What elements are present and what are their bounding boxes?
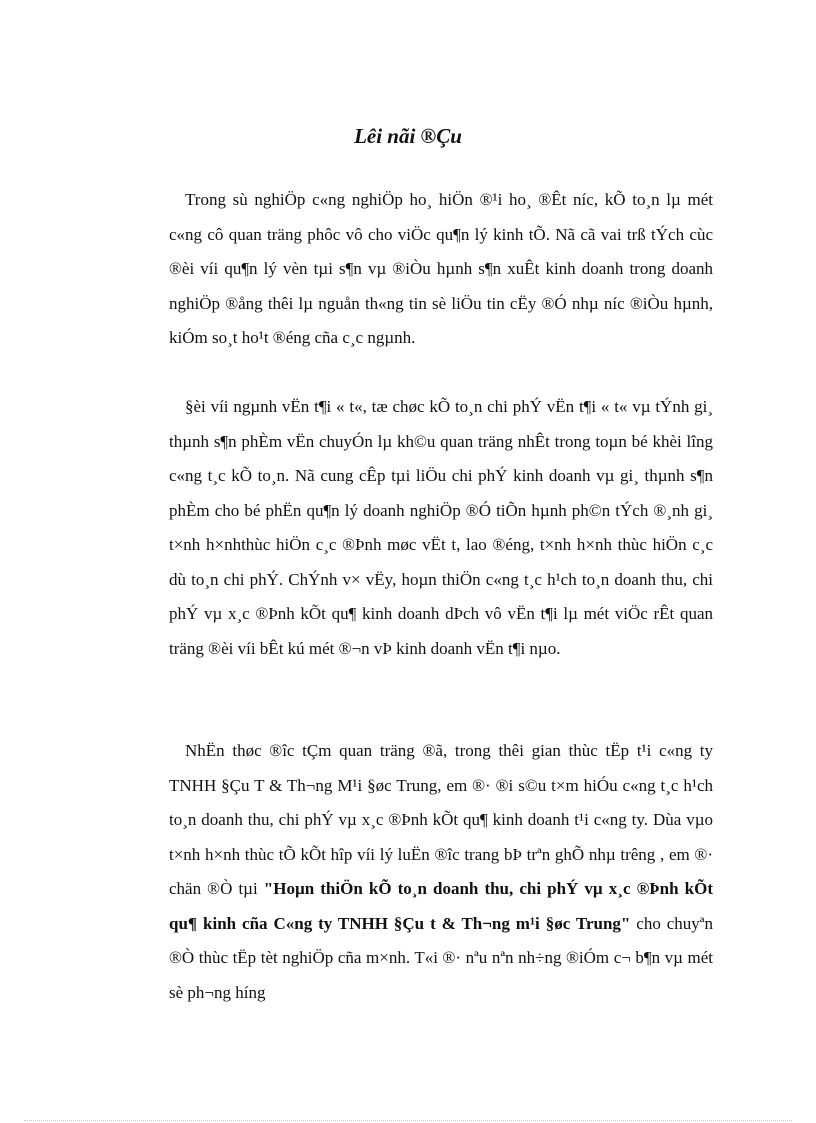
paragraph-3-text-end: cho chuyªn ®Ò thùc tËp tèt nghiÖp cña m×nh. T«i ®· nªu nªn nh÷ng ®iÓm c¬ b¶n vµ mét sè ph¬ng híng [169, 913, 713, 1002]
paragraph-1-text: Trong sù nghiÖp c«ng nghiÖp ho¸ hiÖn ®¹i ho¸ ®Êt níc, kÕ to¸n lµ mét c«ng cô quan träng phôc vô cho viÖc qu¶n lý kinh tÕ. Nã cã vai trß tÝch cùc ®èi víi qu¶n lý vèn tµi s¶n vµ ®iÒu hµnh s¶n xuÊt kinh doanh trong doanh nghiÖp ®ång thêi lµ nguån th«ng tin sè liÖu tin cËy ®Ó nhµ níc ®iÒu hµnh, kiÓm so¸t ho¹t ®éng cña c¸c ngµnh. [169, 190, 713, 347]
paragraph-1 [169, 183, 713, 356]
document-title: Lêi nãi ®Çu [354, 124, 462, 148]
thesis-topic: "Hoµn thiÖn kÕ to¸n doanh thu, chi phÝ vµ x¸c ®Þnh kÕt qu¶ kinh cña C«ng ty TNHH §Çu t & Th¬ng m¹i §øc Trung" [169, 879, 713, 933]
paragraph-3 [169, 734, 713, 1010]
paragraph-2 [169, 390, 713, 666]
paragraph-3-text: NhËn thøc ®îc tÇm quan träng ®ã, trong thêi gian thùc tËp t¹i c«ng ty TNHH §Çu T & Th¬ng M¹i §øc Trung, em ®· ®i s©u t×m hiÓu c«ng t¸c h¹ch to¸n doanh thu, chi phÝ vµ x¸c ®Þnh kÕt qu¶ kinh doanh t¹i c«ng ty. Dùa vµo t×nh h×nh thùc tÕ kÕt hîp víi lý luËn ®îc trang bÞ trªn ghÕ nhµ trêng , em ®· chän ®Ò tµi [169, 741, 713, 898]
page-bottom-divider [24, 1120, 792, 1121]
paragraph-2-text: §èi víi ngµnh vËn t¶i « t«, tæ chøc kÕ to¸n chi phÝ vËn t¶i « t« vµ tÝnh gi¸ thµnh s¶n phÈm vËn chuyÓn lµ kh©u quan träng nhÊt trong toµn bé khèi lîng c«ng t¸c kÕ to¸n. Nã cung cÊp tµi liÖu chi phÝ kinh doanh vµ gi¸ thµnh s¶n phÈm cho bé phËn qu¶n lý doanh nghiÖp ®Ó tiÕn hµnh ph©n tÝch ®¸nh gi¸ t×nh h×nhthùc hiÖn c¸c ®Þnh møc vËt t, lao ®éng, t×nh h×nh thùc hiÖn c¸c dù to¸n chi phÝ. ChÝnh v× vËy, hoµn thiÖn c«ng t¸c h¹ch to¸n doanh thu, chi phÝ vµ x¸c ®Þnh kÕt qu¶ kinh doanh dÞch vô vËn t¶i lµ mét viÖc rÊt quan träng ®èi víi bÊt kú mét ®¬n vÞ kinh doanh vËn t¶i nµo. [169, 397, 713, 658]
